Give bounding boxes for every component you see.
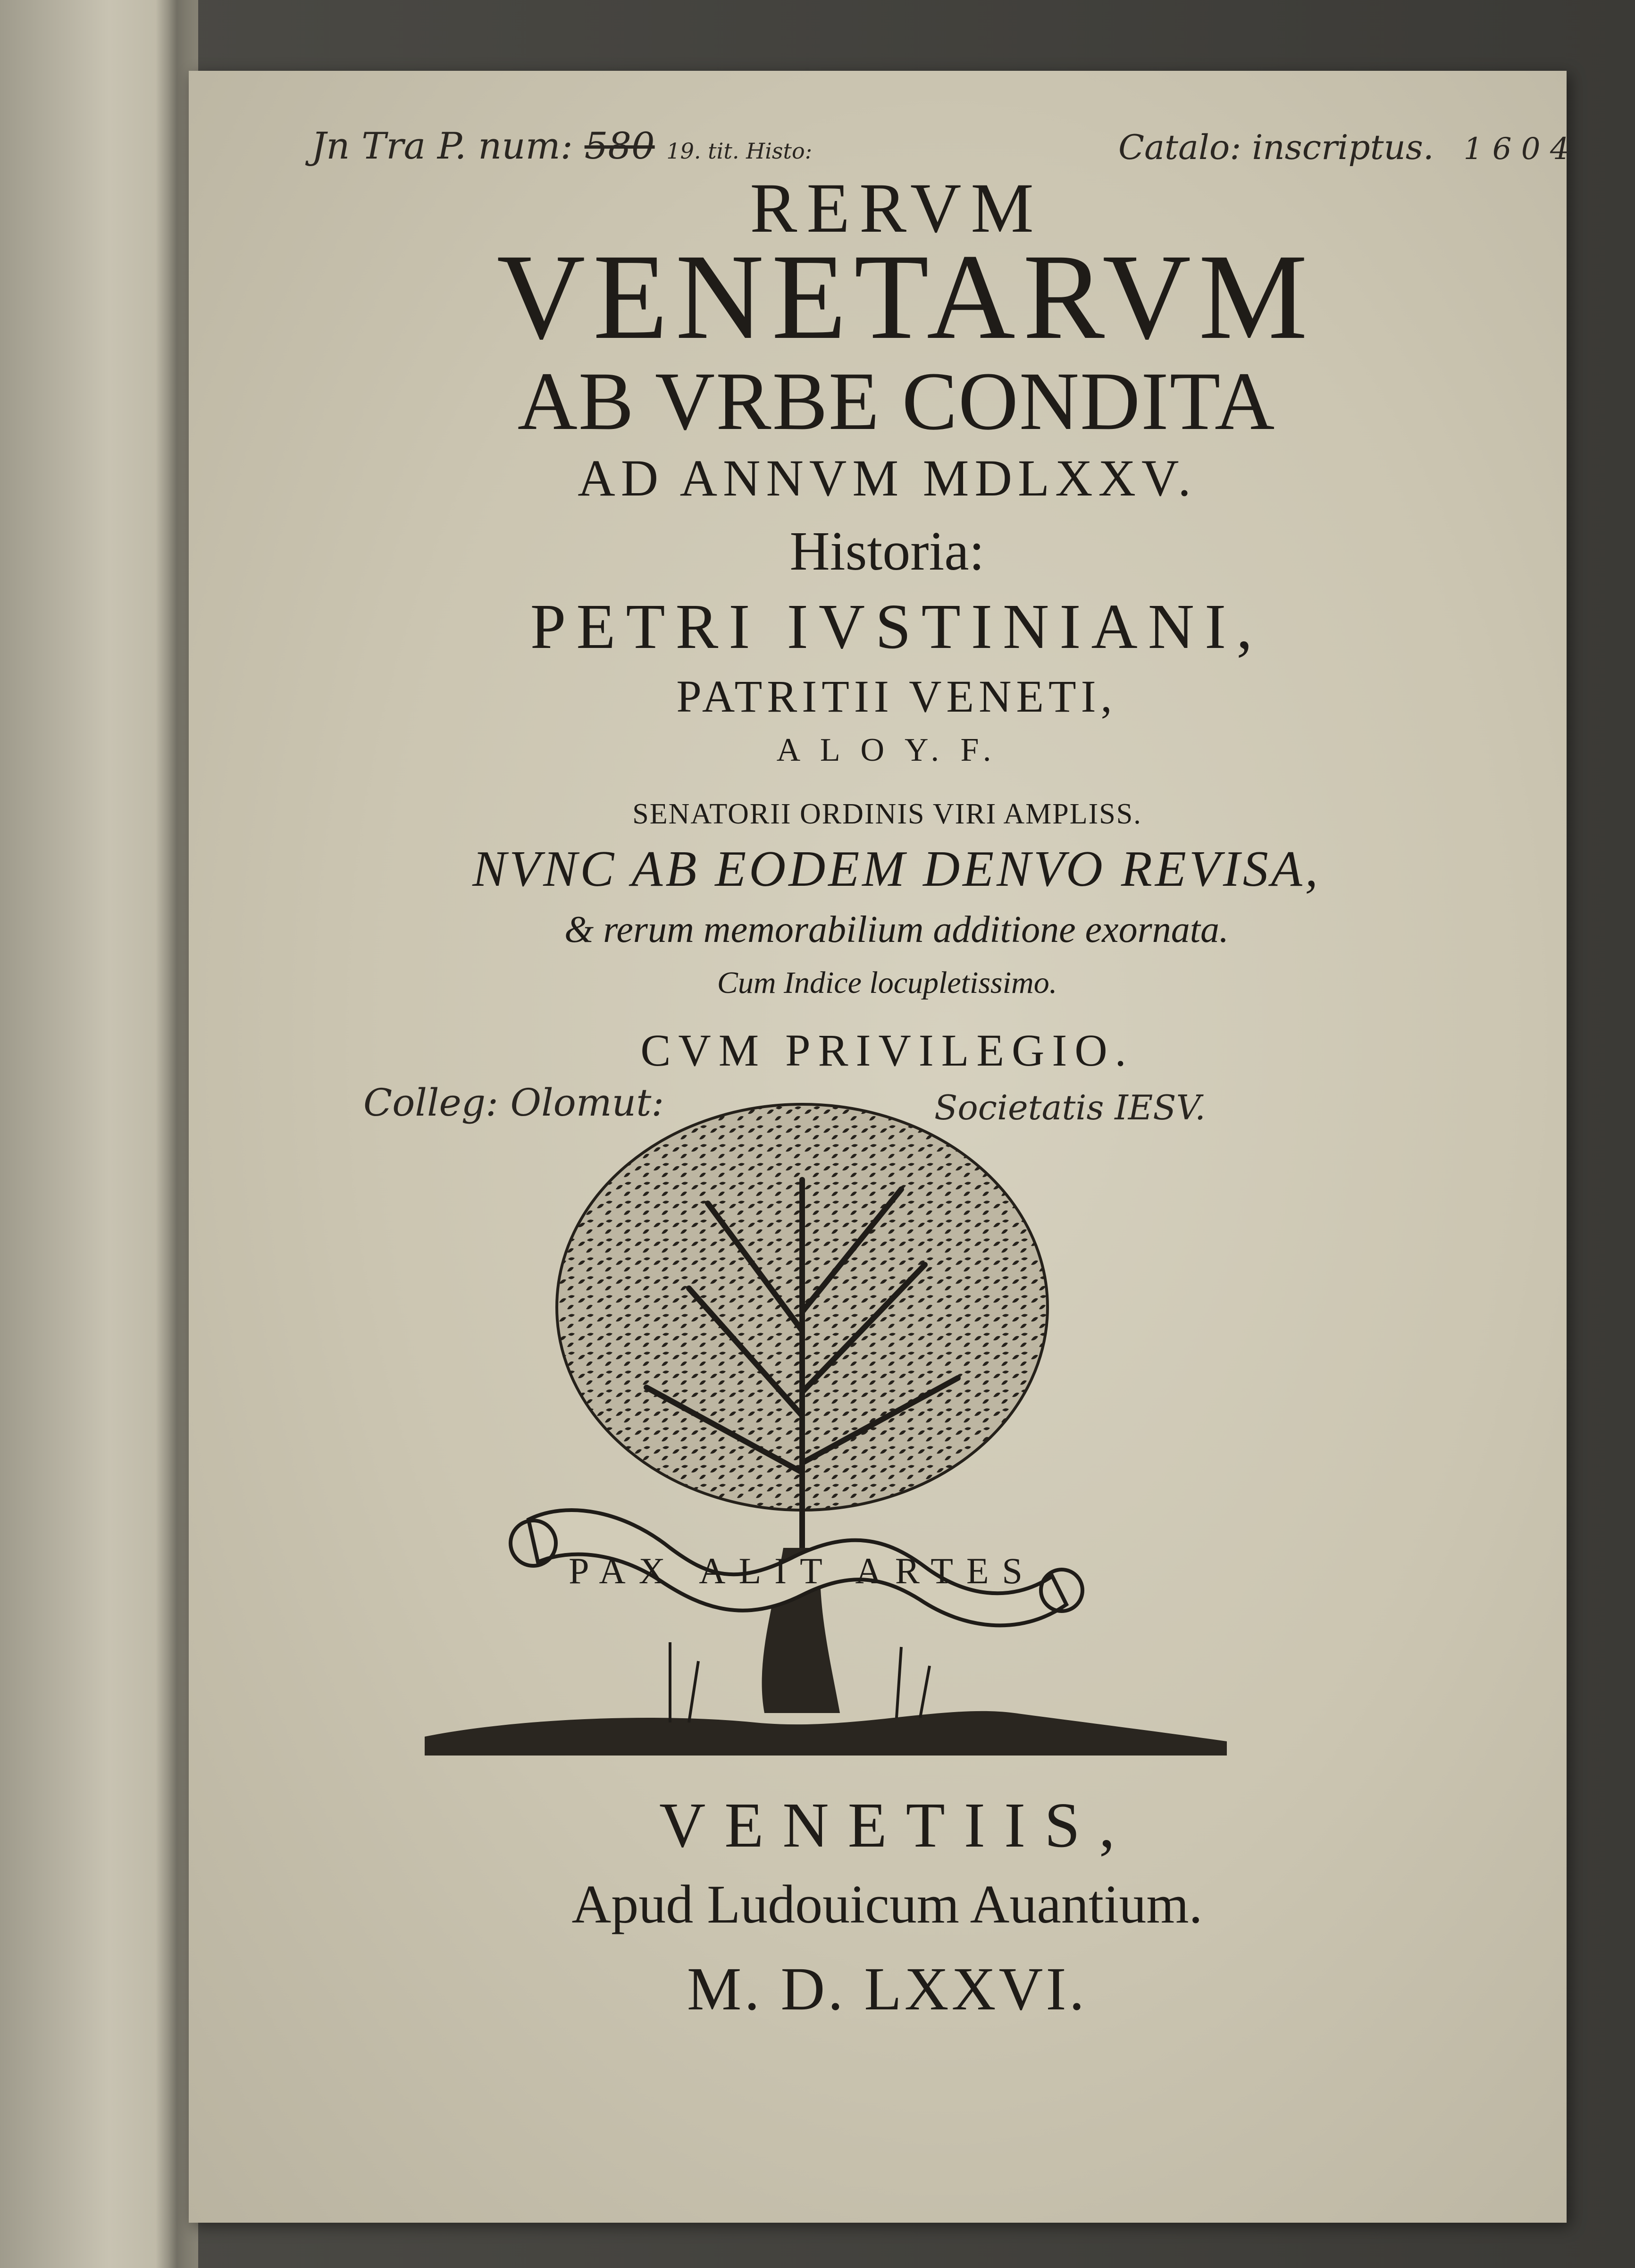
- handwritten-shelfmark: [311, 125, 812, 168]
- shelfmark-struck: 580: [584, 125, 655, 168]
- author-title: PATRITII VENETI,: [676, 671, 1117, 722]
- title-line-venetarvm: VENETARVM: [496, 229, 1316, 365]
- handwritten-college: Colleg: Olomut:: [363, 1081, 664, 1125]
- imprint-year: M. D. LXXVI.: [687, 1955, 1088, 2023]
- title-page: [189, 71, 1567, 2223]
- imprint-printer: Apud Ludouicum Auantium.: [571, 1874, 1203, 1935]
- title-line-ad-annvm: AD ANNVM MDLXXV.: [578, 449, 1197, 507]
- index-statement: Cum Indice locupletissimo.: [717, 966, 1057, 1000]
- title-line-ab-vrbe: AB VRBE CONDITA: [517, 355, 1276, 447]
- shelfmark-suffix: 19. tit. Histo:: [666, 138, 813, 164]
- title-line-historia: Historia:: [789, 520, 985, 582]
- handwritten-society: Societatis IESV.: [934, 1088, 1206, 1127]
- shelfmark-prefix: Jn Tra P. num:: [311, 125, 573, 168]
- author-rank: SENATORII ORDINIS VIRI AMPLISS.: [632, 798, 1142, 830]
- catalogue-note-text: Catalo: inscriptus.: [1118, 127, 1434, 167]
- handwritten-catalogue-note: [1118, 127, 1569, 167]
- author-filiation: A L O Y. F.: [776, 732, 998, 768]
- title-line-rervm: RERVM: [750, 169, 1043, 247]
- privilege-statement: CVM PRIVILEGIO.: [640, 1025, 1134, 1075]
- revision-statement: NVNC AB EODEM DENVO REVISA,: [472, 841, 1321, 897]
- addition-statement: & rerum memorabilium additione exornata.: [564, 909, 1229, 950]
- tree-device-icon: [425, 1085, 1227, 1793]
- imprint-place: VENETIIS,: [659, 1790, 1134, 1861]
- device-motto: PAX ALIT ARTES: [569, 1550, 1036, 1591]
- author-name: PETRI IVSTINIANI,: [530, 591, 1263, 662]
- catalogue-year: 1 6 0 4: [1463, 132, 1569, 167]
